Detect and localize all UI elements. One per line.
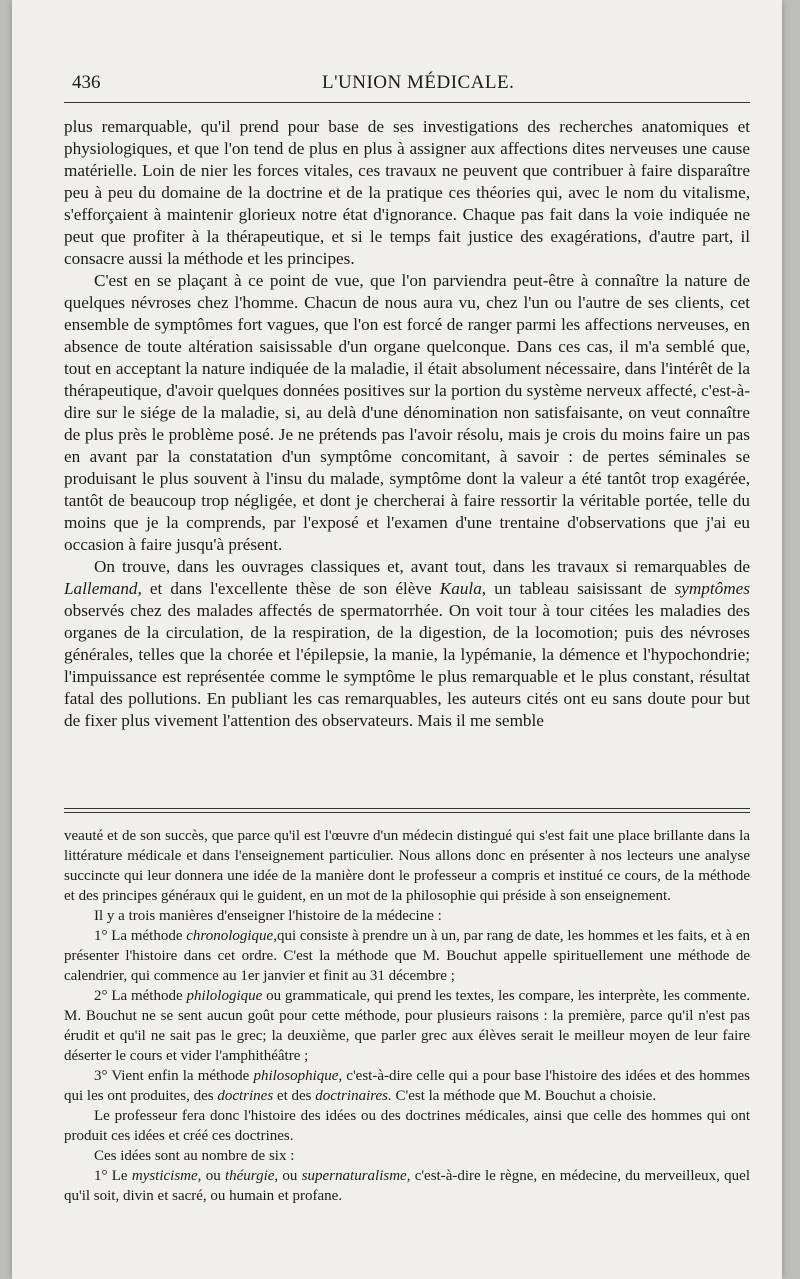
text-run: On trouve, dans les ouvrages classiques et, avant tout, dans les travaux si remarquables de	[94, 557, 750, 576]
emphasis: supernaturalisme,	[301, 1168, 411, 1184]
text-run: ou grammaticale, qui prend les textes, les compare, les interprète, les commente. M. Bouchut ne se sent aucun goût pour cette méthode, pour plusieurs raisons : la première, parce qu'il n'est pas érudit et qu'il ne sait pas le grec; la deuxième, que parler grec aux élèves serait le meilleur moyen de leur faire déserter le cours et vider l'amphithéâtre ;	[64, 988, 750, 1064]
emphasis: doctrinaires.	[315, 1088, 392, 1104]
text-run: 3° Vient enfin la méthode	[94, 1068, 254, 1084]
text-run: C'est la méthode que M. Bouchut a choisie.	[391, 1088, 657, 1104]
text-run: ou	[201, 1168, 225, 1184]
header-rule	[64, 102, 750, 103]
note-mysticisme	[64, 1166, 750, 1206]
text-run: 2° La méthode	[94, 988, 187, 1004]
note-paragraph-1: veauté et de son succès, que parce qu'il est l'œuvre d'un médecin distingué qui s'est fait une place brillante dans la littérature médicale et dans l'enseignement particulier. Nous allons donc en présenter à nos lecteurs une analyse succincte qui leur donnera une idée de la manière dont le professeur a compris et institué ce cours, de la méthode et des principes généraux qui le guident, en un mot de la philosophie qui préside à son enseignement.	[64, 828, 750, 904]
text-run: c'est-à-dire celle qui a pour base l'histoire des idées et des hommes qui les ont produites, des	[64, 1068, 750, 1104]
text-run: , et dans l'excellente thèse de son élève	[137, 579, 440, 598]
page-number: 436	[72, 72, 101, 93]
running-title: L'UNION MÉDICALE.	[322, 72, 515, 93]
page	[12, 0, 782, 1279]
note-method-philologique	[64, 986, 750, 1066]
author-name-lallemand: Lallemand	[64, 579, 138, 598]
emphasis: philosophique,	[253, 1068, 343, 1084]
paragraph-2: C'est en se plaçant à ce point de vue, que l'on parviendra peut-être à connaître la nature de quelques névroses chez l'homme. Chacun de nous aura vu, chez l'un ou l'autre de ses clients, cet ensemble de symptômes fort vagues, que l'on est forcé de ranger parmi les affections nerveuses, en absence de toute altération saisissable d'un organe quelconque. Dans ces cas, il m'a semblé que, tout en acceptant la nature indiquée de la maladie, il était absolument nécessaire, dans l'intérêt de la thérapeutique, d'avoir quelques données positives sur la portion du système nerveux affecté, c'est-à-dire sur le siége de la maladie, si, au delà d'une dénomination non satisfaisante, on veut connaître de plus près le problème posé. Je ne prétends pas l'avoir résolu, mais je crois du moins faire un pas en avant par la constatation d'un symptôme concomitant, à savoir : de pertes séminales se produisant le plus souvent à l'insu du malade, symptôme dont la valeur a été tantôt trop exagérée, tantôt de beaucoup trop négligée, et dont je chercherai à faire ressortir la véritable portée, telle du moins que je la comprends, par l'exposé et l'examen d'une trentaine d'observations que j'ai eu occasion à faire jusqu'à présent.	[64, 271, 750, 554]
text-run: , ou	[274, 1168, 302, 1184]
paragraph-1: plus remarquable, qu'il prend pour base de ses investigations des recherches anatomiques et physiologiques, et que l'on tend de plus en plus à assigner aux affections dites nerveuses une cause matérielle. Loin de nier les forces vitales, ces travaux ne peuvent que contribuer à faire disparaître peu à peu du domaine de la doctrine et de la pratique ces théories qui, avec le nom du vitalisme, s'efforçaient à maintenir glorieux notre état d'ignorance. Chaque pas fait dans la voie indiquée ne peut que profiter à la thérapeutique, et si le temps fait justice des exagérations, d'autre part, il consacre aussi la méthode et les principes.	[64, 117, 750, 268]
text-run: observés chez des malades affectés de spermatorrhée. On voit tour à tour citées les maladies des organes de la circulation, de la respiration, de la digestion, de la locomotion; puis des névroses générales, telles que la chorée et l'épilepsie, la manie, la lypémanie, la démence et l'hypochondrie; l'impuissance est représentée comme le symptôme le plus remarquable et le plus constant, résultat fatal des pollutions. En publiant les cas remarquables, les auteurs cités ont eu sans doute pour but de fixer plus vivement l'attention des observateurs. Mais il me semble	[64, 601, 750, 730]
emphasis: doctrines	[217, 1088, 274, 1104]
feuilleton-text	[64, 826, 750, 1206]
page-header	[62, 72, 752, 102]
emphasis: théurgie	[224, 1168, 275, 1184]
text-run: ,qui consiste à prendre un à un, par rang de date, les hommes et les faits, et à en présenter l'histoire dans cet ordre. C'est la méthode que M. Bouchut appelle spirituellement une méthode de calendrier, qui commence au 1er janvier et finit au 31 décembre ;	[64, 928, 750, 984]
note-paragraph-6: Le professeur fera donc l'histoire des idées ou des doctrines médicales, ainsi que celle des hommes qui ont produit ces idées et créé ces doctrines.	[64, 1108, 750, 1144]
emphasis: chronologique	[186, 928, 274, 944]
paragraph-3	[64, 556, 750, 732]
text-run: , un tableau saisissant de	[481, 579, 675, 598]
footnote-separator	[64, 808, 750, 813]
note-paragraph-7: Ces idées sont au nombre de six :	[94, 1148, 295, 1164]
emphasis: philologique	[186, 988, 263, 1004]
text-run: 1° La méthode	[94, 928, 187, 944]
author-name-kaula: Kaula	[439, 579, 482, 598]
emphasis-symptomes: symptômes	[674, 579, 751, 598]
text-run: et des	[273, 1088, 316, 1104]
note-method-philosophique	[64, 1066, 750, 1106]
note-method-chronologique	[64, 926, 750, 986]
note-paragraph-2: Il y a trois manières d'enseigner l'histoire de la médecine :	[94, 908, 442, 924]
emphasis: mysticisme,	[131, 1168, 202, 1184]
text-run: 1° Le	[94, 1168, 132, 1184]
text-run: c'est-à-dire le règne, en médecine, du merveilleux, quel qu'il soit, divin et sacré, ou humain et profane.	[64, 1168, 751, 1204]
main-text	[64, 116, 750, 732]
